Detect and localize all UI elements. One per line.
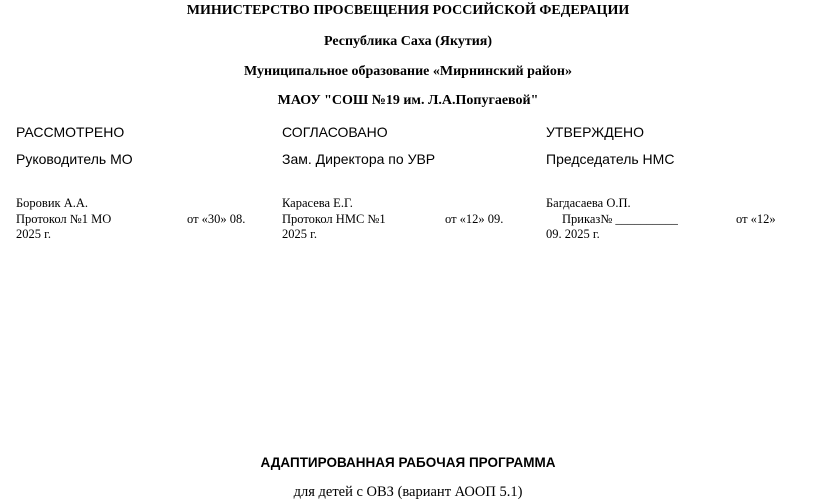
agreed-heading: СОГЛАСОВАНО: [282, 124, 388, 140]
approved-position: Председатель НМС: [546, 151, 675, 167]
approved-date: от «12»: [736, 212, 776, 226]
agreed-date: от «12» 09.: [445, 212, 504, 226]
agreed-position: Зам. Директора по УВР: [282, 151, 436, 167]
approved-name: Багдасаева О.П.: [546, 196, 631, 210]
agreed-year: 2025 г.: [282, 227, 317, 241]
ministry-heading: МИНИСТЕРСТВО ПРОСВЕЩЕНИЯ РОССИЙСКОЙ ФЕДЕРАЦИИ: [186, 3, 630, 18]
agreed-name: Карасева Е.Г.: [282, 196, 353, 210]
approved-heading: УТВЕРЖДЕНО: [546, 124, 645, 140]
reviewed-position: Руководитель МО: [16, 151, 133, 167]
reviewed-name: Боровик А.А.: [16, 196, 89, 210]
agreed-protocol: Протокол НМС №1: [282, 212, 386, 226]
approved-order: Приказ№ __________: [562, 212, 678, 226]
program-subtitle: для детей с ОВЗ (вариант АООП 5.1): [293, 484, 523, 500]
reviewed-year: 2025 г.: [16, 227, 51, 241]
school-heading: МАОУ "СОШ №19 им. Л.А.Попугаевой": [277, 93, 539, 108]
reviewed-protocol: Протокол №1 МО: [16, 212, 112, 226]
approved-year: 09. 2025 г.: [546, 227, 600, 241]
reviewed-date: от «30» 08.: [187, 212, 246, 226]
republic-heading: Республика Саха (Якутия): [323, 34, 493, 49]
program-title: АДАПТИРОВАННАЯ РАБОЧАЯ ПРОГРАММА: [260, 455, 556, 470]
municipality-heading: Муниципальное образование «Мирнинский район»: [243, 64, 572, 79]
reviewed-heading: РАССМОТРЕНО: [16, 124, 125, 140]
